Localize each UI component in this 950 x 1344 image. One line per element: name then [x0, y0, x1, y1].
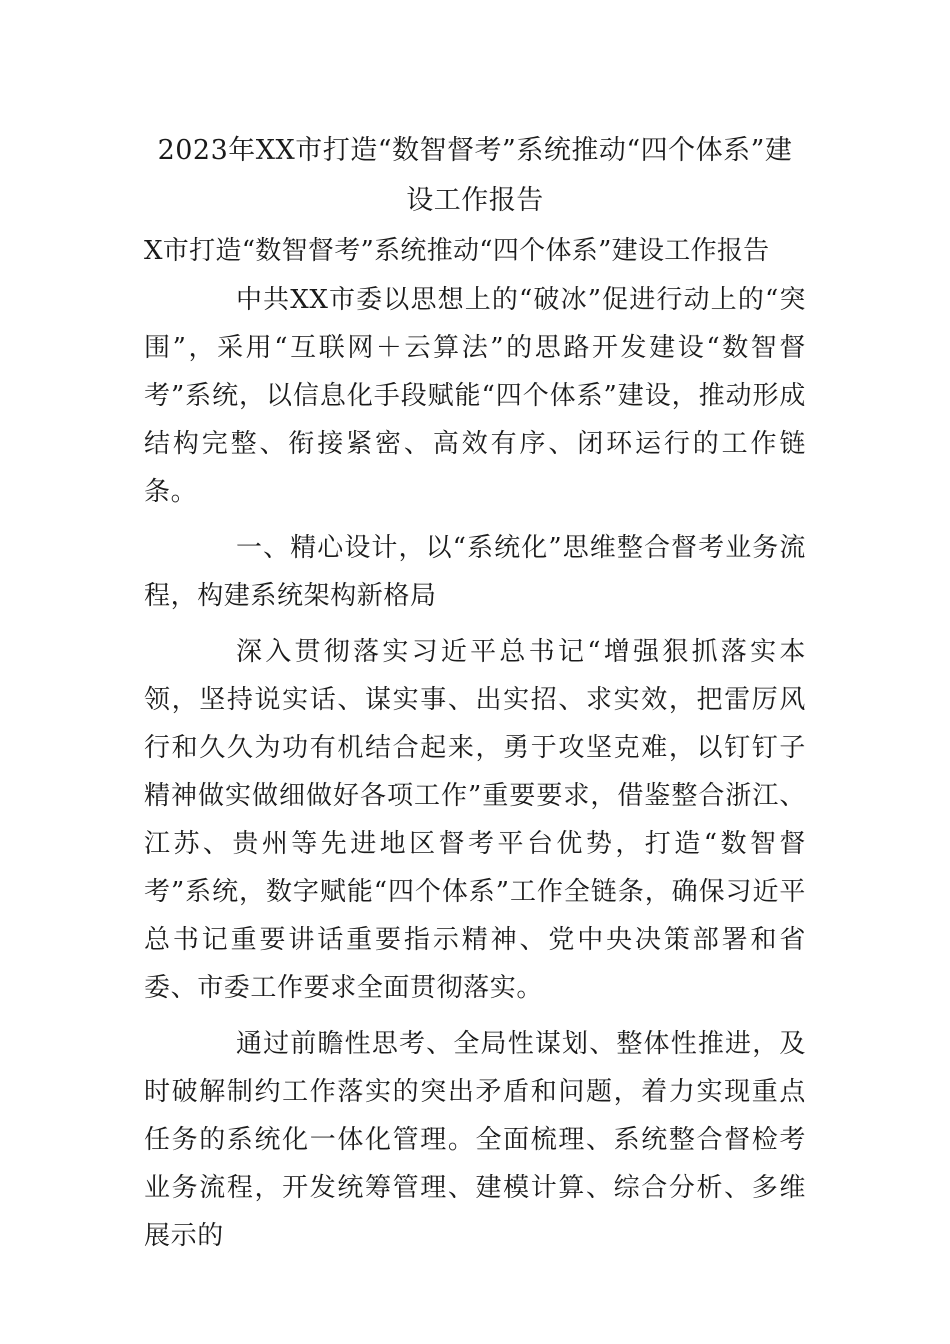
body-paragraph-1: 深入贯彻落实习近平总书记“增强狠抓落实本领，坚持说实话、谋实事、出实招、求实效，把雷厉风行和久久为功有机结合起来，勇于攻坚克难，以钉钉子精神做实做细做好各项工作”重要要求，借鉴整合浙江、江苏、贵州等先进地区督考平台优势，打造“数智督考”系统，数字赋能“四个体系”工作全链条，确保习近平总书记重要讲话重要指示精神、党中央决策部署和省委、市委工作要求全面贯彻落实。 [144, 637, 806, 1003]
section-heading-1: 一、精心设计，以“系统化”思维整合督考业务流程，构建系统架构新格局 [144, 533, 806, 611]
body-paragraph-intro: 中共XX市委以思想上的“破冰”促进行动上的“突围”，采用“互联网＋云算法”的思路开发建设“数智督考”系统，以信息化手段赋能“四个体系”建设，推动形成结构完整、衔接紧密、高效有序、闭环运行的工作链条。 [144, 285, 806, 507]
document-page [144, 126, 806, 1260]
document-subtitle: X市打造“数智督考”系统推动“四个体系”建设工作报告 [144, 236, 770, 266]
body-paragraph-2: 通过前瞻性思考、全局性谋划、整体性推进，及时破解制约工作落实的突出矛盾和问题，着力实现重点任务的系统化一体化管理。全面梳理、系统整合督检考业务流程，开发统筹管理、建模计算、综合分析、多维展示的 [144, 1029, 806, 1251]
document-title: 2023年XX市打造“数智督考”系统推动“四个体系”建设工作报告 [157, 135, 793, 216]
